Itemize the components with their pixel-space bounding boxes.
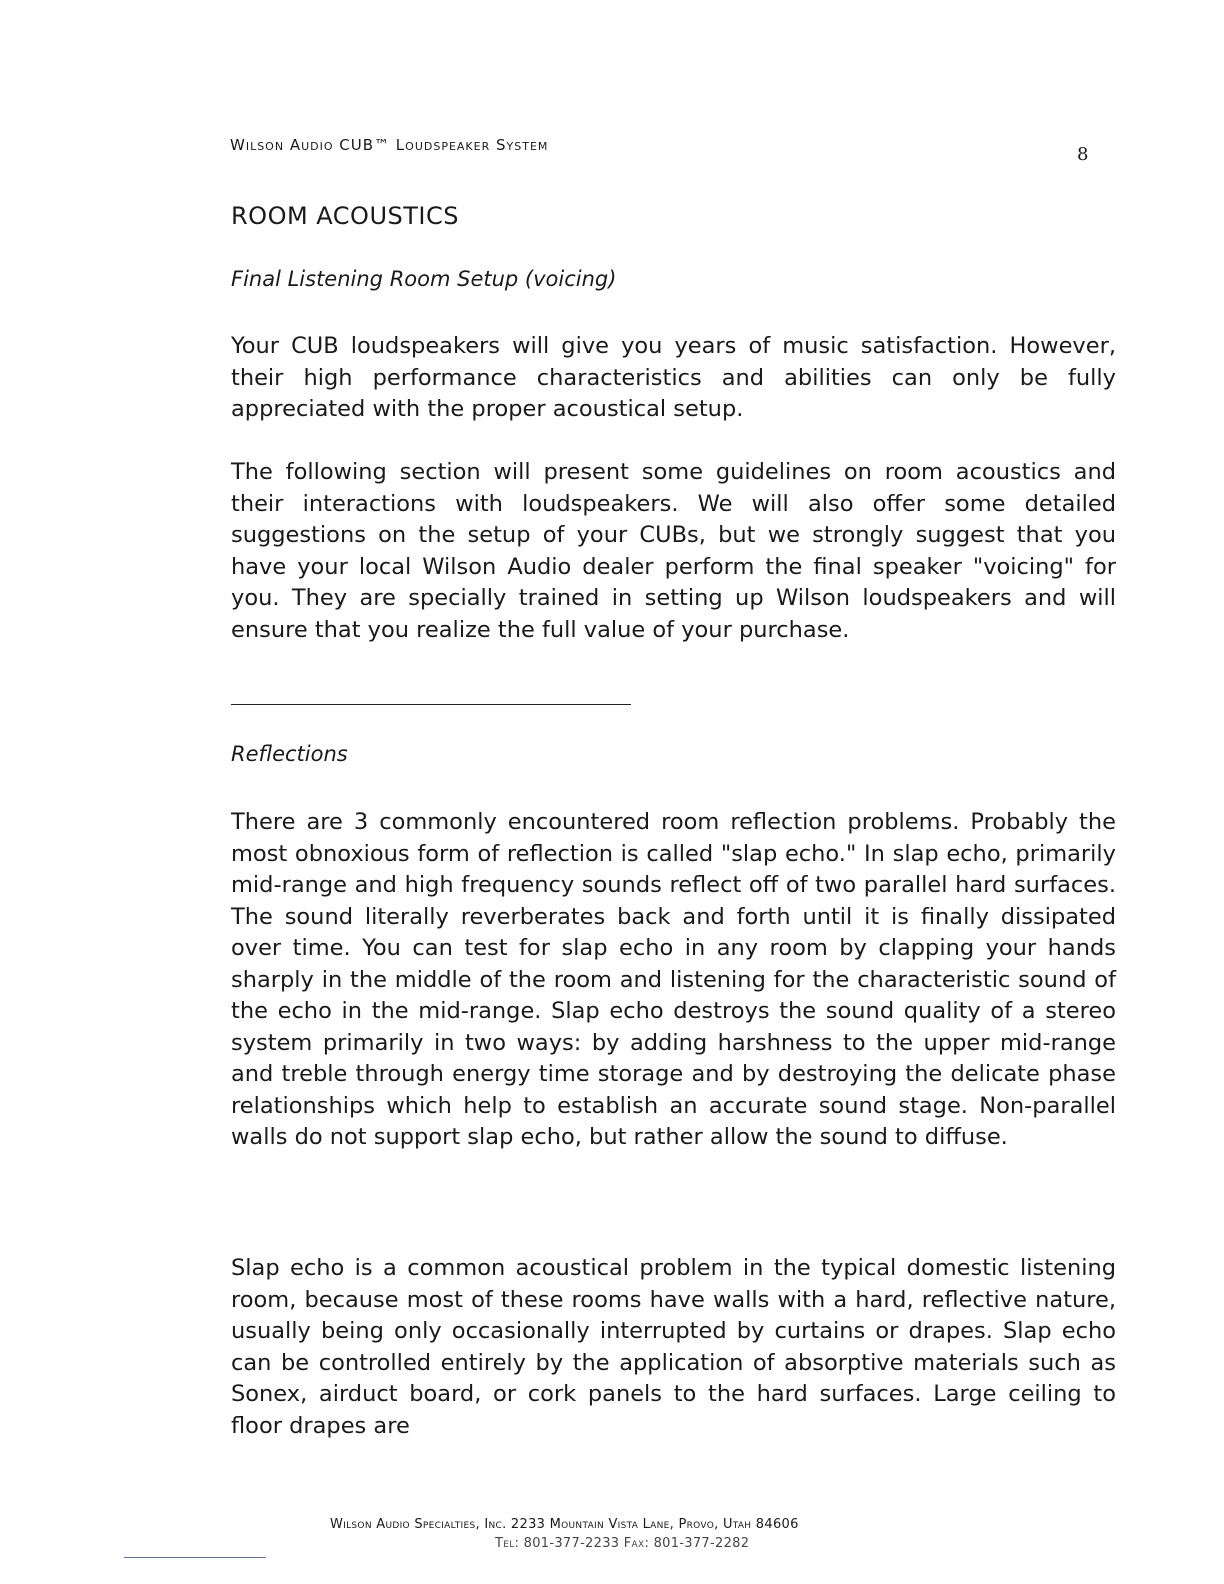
paragraph: There are 3 commonly encountered room reflection problems. Probably the most obnoxious form of reflection is called "slap echo." In slap echo, primarily mid-range and high frequency sounds reflect off of two parallel hard surfaces. The sound literally reverberates back and forth until it is finally dissipated over time. You can test for slap echo in any room by clapping your hands sharply in the middle of the room and listening for the characteristic sound of the echo in the mid-range. Slap echo destroys the sound quality of a stereo system primarily in two ways: by adding harshness to the upper mid-range and treble through energy time storage and by destroying the delicate phase relationships which help to establish an accurate sound stage. Non-parallel walls do not support slap echo, but rather allow the sound to diffuse.: [231, 809, 1116, 1150]
paragraph: The following section will present some guidelines on room acoustics and their interactions with loudspeakers. We will also offer some detailed suggestions on the setup of your CUBs, but we strongly suggest that you have your local Wilson Audio dealer perform the final speaker "voicing" for you. They are specially trained in setting up Wilson loudspeakers and will ensure that you realize the full value of your purchase.: [231, 459, 1116, 643]
subheading-final-listening-room-setup: Final Listening Room Setup (voicing): [231, 267, 617, 291]
footer-address: Wilson Audio Specialties, Inc. 2233 Mountain Vista Lane, Provo, Utah 84606: [330, 1517, 799, 1532]
section-title: ROOM ACOUSTICS: [231, 202, 459, 230]
subheading-reflections: Reflections: [231, 742, 348, 766]
paragraph: Slap echo is a common acoustical problem in the typical domestic listening room, because most of these rooms have walls with a hard, reflective nature, usually being only occasionally interrupted by curtains or drapes. Slap echo can be controlled entirely by the application of absorptive materials such as Sonex, airduct board, or cork panels to the hard surfaces. Large ceiling to floor drapes are: [231, 1255, 1116, 1439]
footer-contact: Tel: 801-377-2233 Fax: 801-377-2282: [495, 1536, 750, 1551]
footnote-rule: [124, 1557, 266, 1558]
paragraph: Your CUB loudspeakers will give you years of music satisfaction. However, their high performance characteristics and abilities can only be fully appreciated with the proper acoustical setup.: [231, 333, 1116, 422]
running-header: Wilson Audio CUB™ Loudspeaker System: [230, 136, 549, 154]
section-divider: [231, 704, 631, 705]
page-number: 8: [1077, 144, 1089, 165]
